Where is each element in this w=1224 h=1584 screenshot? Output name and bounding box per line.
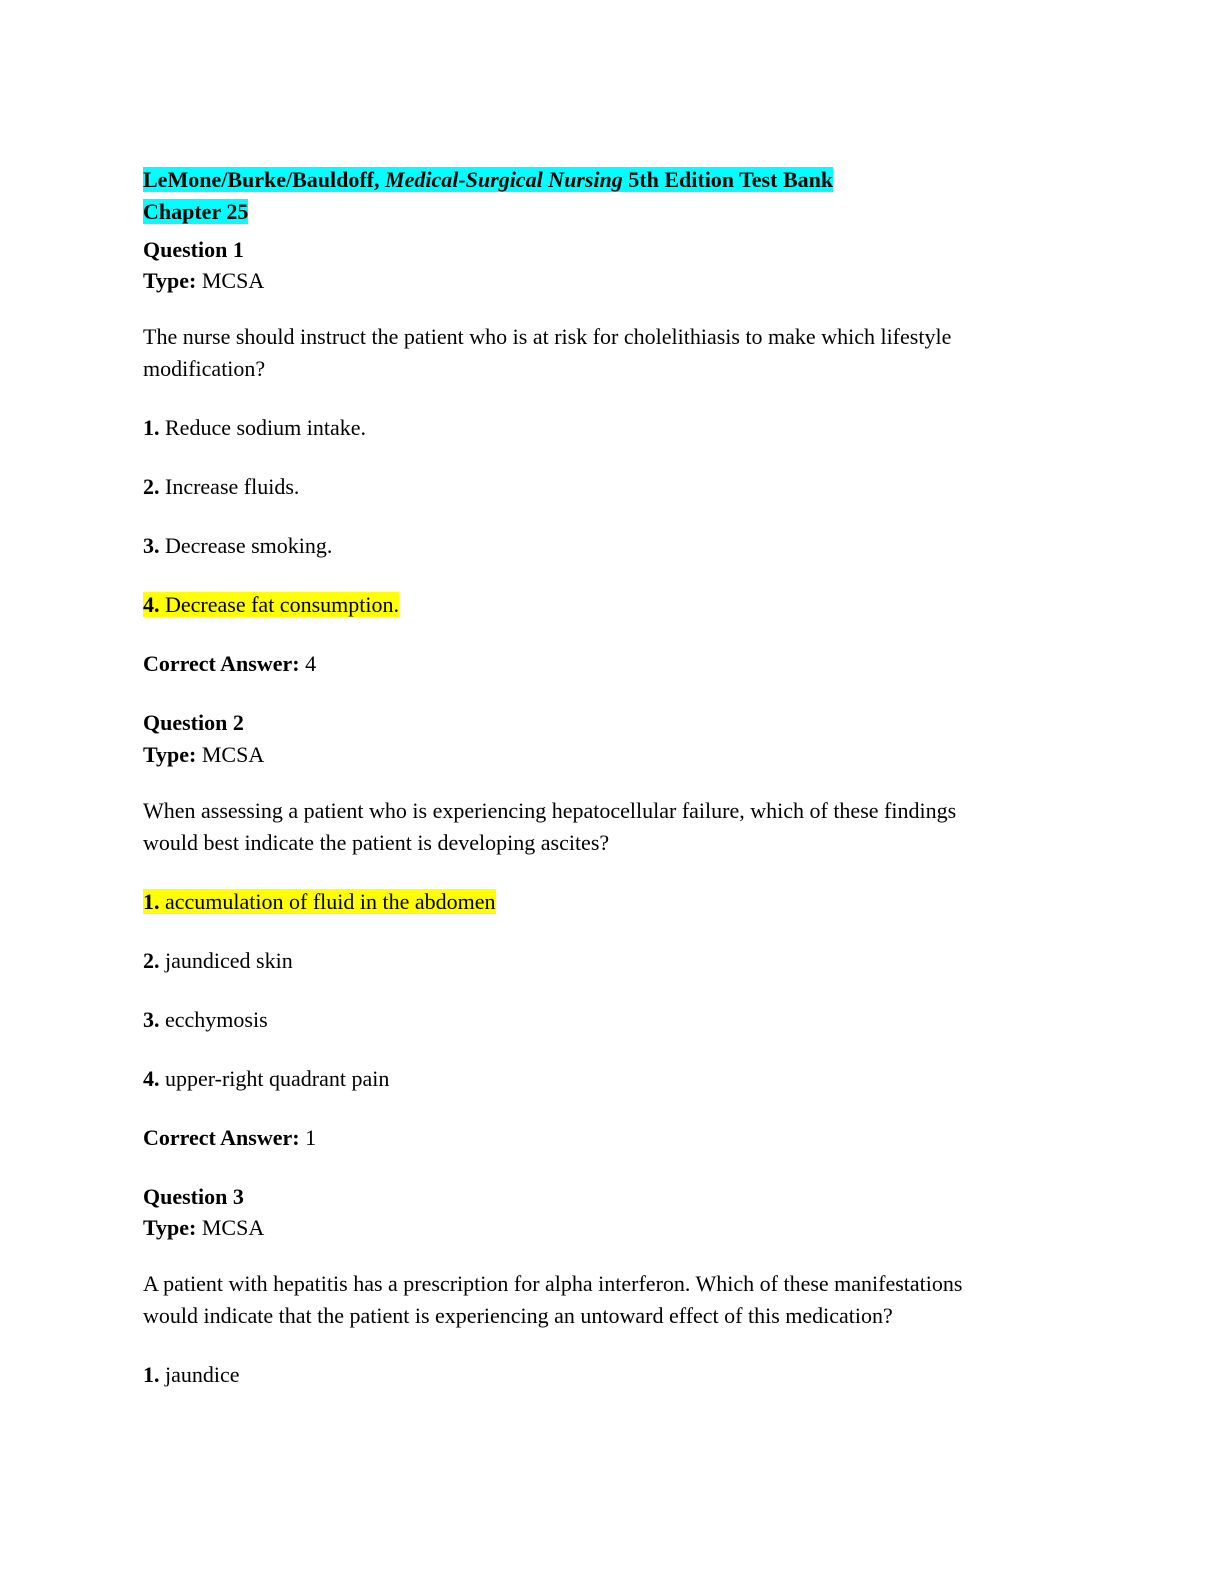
type-label: Type:: [143, 742, 197, 767]
type-label: Type:: [143, 268, 197, 293]
chapter-heading: [143, 198, 248, 226]
document-title: [143, 166, 833, 194]
type-label: Type:: [143, 1215, 197, 1240]
option-number: 1.: [143, 1362, 160, 1387]
option-text: accumulation of fluid in the abdomen: [165, 889, 496, 914]
question-stem: When assessing a patient who is experiencing hepatocellular failure, which of these findings: [143, 798, 957, 823]
correct-answer: [143, 1124, 316, 1152]
title-authors: LeMone/Burke/Bauldoff,: [143, 167, 380, 192]
option-number: 3.: [143, 533, 160, 558]
question-stem: would indicate that the patient is experiencing an untoward effect of this medication?: [143, 1303, 893, 1328]
answer-option: [143, 532, 332, 560]
question-stem: modification?: [143, 356, 266, 381]
option-text: Reduce sodium intake.: [165, 415, 367, 440]
answer-option: [143, 1361, 240, 1389]
answer-option: [143, 414, 366, 442]
correct-answer-label: Correct Answer:: [143, 651, 300, 676]
option-number: 2.: [143, 948, 160, 973]
title-book: Medical-Surgical Nursing: [385, 167, 623, 192]
answer-option: [143, 947, 293, 975]
option-number: 1.: [143, 415, 160, 440]
chapter-label: Chapter 25: [143, 199, 249, 224]
option-number: 4.: [143, 1066, 160, 1091]
option-number: 1.: [143, 889, 160, 914]
question-heading: Question 2: [143, 710, 244, 735]
option-number: 2.: [143, 474, 160, 499]
question-heading: Question 3: [143, 1184, 244, 1209]
option-number: 4.: [143, 592, 160, 617]
type-value: MCSA: [201, 1215, 265, 1240]
correct-answer-label: Correct Answer:: [143, 1125, 300, 1150]
option-text: Decrease smoking.: [165, 533, 333, 558]
question-type: [143, 267, 264, 295]
answer-option-highlighted: [143, 888, 496, 916]
answer-option-highlighted: [143, 591, 399, 619]
question-stem: A patient with hepatitis has a prescription for alpha interferon. Which of these manifestations: [143, 1271, 963, 1296]
correct-answer-value: 1: [305, 1125, 317, 1150]
question-type: [143, 1214, 264, 1242]
question-stem: The nurse should instruct the patient who is at risk for cholelithiasis to make which lifestyle: [143, 324, 952, 349]
question-heading: Question 1: [143, 237, 244, 262]
answer-option: [143, 1006, 268, 1034]
option-text: jaundiced skin: [165, 948, 293, 973]
type-value: MCSA: [201, 268, 265, 293]
option-text: upper-right quadrant pain: [165, 1066, 390, 1091]
answer-option: [143, 1065, 389, 1093]
option-text: Decrease fat consumption.: [165, 592, 399, 617]
option-number: 3.: [143, 1007, 160, 1032]
correct-answer: [143, 650, 316, 678]
type-value: MCSA: [201, 742, 265, 767]
correct-answer-value: 4: [305, 651, 317, 676]
question-stem: would best indicate the patient is developing ascites?: [143, 830, 610, 855]
option-text: jaundice: [165, 1362, 240, 1387]
answer-option: [143, 473, 299, 501]
title-edition: 5th Edition Test Bank: [628, 167, 834, 192]
option-text: Increase fluids.: [165, 474, 300, 499]
option-text: ecchymosis: [165, 1007, 268, 1032]
question-type: [143, 741, 264, 769]
